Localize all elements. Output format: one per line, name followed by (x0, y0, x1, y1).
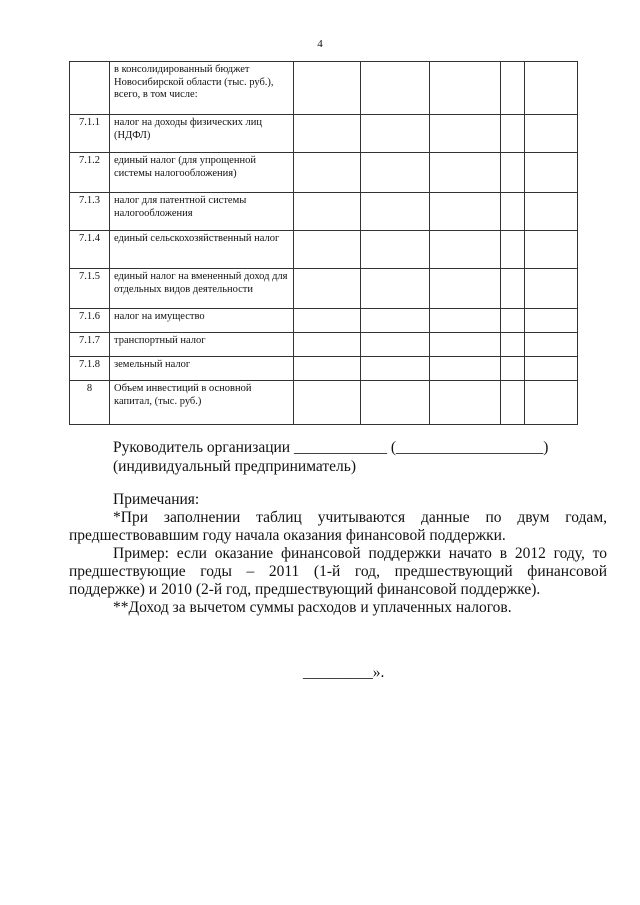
table-cell (501, 115, 525, 153)
table-cell (361, 309, 430, 333)
table-cell (501, 381, 525, 425)
table-cell (525, 115, 578, 153)
table-cell (525, 381, 578, 425)
table-row (70, 115, 578, 153)
row-label: налог для патентной системы налогообложения (110, 193, 294, 231)
row-label: налог на имущество (110, 309, 294, 333)
table-cell (501, 357, 525, 381)
table-cell (361, 153, 430, 193)
tax-table (69, 61, 578, 425)
table-cell (361, 381, 430, 425)
table-cell (501, 193, 525, 231)
row-number: 7.1.8 (70, 357, 110, 381)
notes-heading: Примечания: (113, 491, 200, 508)
table-cell (430, 153, 501, 193)
table-cell (525, 62, 578, 115)
row-number: 7.1.6 (70, 309, 110, 333)
row-label: Объем инвестиций в основной капитал, (тыс. руб.) (110, 381, 294, 425)
table-cell (361, 333, 430, 357)
note-3: **Доход за вычетом суммы расходов и уплаченных налогов. (113, 599, 512, 616)
table-cell (430, 357, 501, 381)
row-label: единый налог (для упрощенной системы налогообложения) (110, 153, 294, 193)
table-row (70, 193, 578, 231)
table-row (70, 381, 578, 425)
table-cell (294, 231, 361, 269)
table-cell (294, 381, 361, 425)
page-number: 4 (317, 38, 323, 50)
row-label: единый налог на вмененный доход для отдельных видов деятельности (110, 269, 294, 309)
table-cell (361, 269, 430, 309)
table-cell (501, 153, 525, 193)
row-number: 7.1.4 (70, 231, 110, 269)
row-number (70, 62, 110, 115)
note-2: Пример: если оказание финансовой поддержки начато в 2012 году, то предшествующие годы – 2011 (1-й год, предшествующий финансовой поддержке) и 2010 (2-й год, предшествующий финансовой поддержке). (69, 545, 607, 598)
table-cell (430, 269, 501, 309)
table-cell (430, 333, 501, 357)
table-cell (501, 231, 525, 269)
table-cell (525, 231, 578, 269)
closing-line: _________». (303, 664, 385, 681)
table-cell (430, 62, 501, 115)
row-label: в консолидированный бюджет Новосибирской области (тыс. руб.), всего, в том числе: (110, 62, 294, 115)
table-cell (501, 269, 525, 309)
table-cell (361, 357, 430, 381)
row-number: 8 (70, 381, 110, 425)
table-cell (361, 193, 430, 231)
table-cell (525, 269, 578, 309)
table-cell (525, 153, 578, 193)
row-label: единый сельскохозяйственный налог (110, 231, 294, 269)
table-cell (430, 231, 501, 269)
table-cell (501, 333, 525, 357)
row-label: земельный налог (110, 357, 294, 381)
row-label: транспортный налог (110, 333, 294, 357)
row-number: 7.1.2 (70, 153, 110, 193)
note-1: *При заполнении таблиц учитываются данные по двум годам, предшествовавшим году начала оказания финансовой поддержки. (69, 509, 607, 544)
table-row (70, 309, 578, 333)
row-number: 7.1.5 (70, 269, 110, 309)
table-row (70, 231, 578, 269)
row-number: 7.1.1 (70, 115, 110, 153)
table-cell (294, 193, 361, 231)
table-cell (361, 115, 430, 153)
table-cell (294, 357, 361, 381)
table-cell (294, 115, 361, 153)
table-cell (361, 62, 430, 115)
signature-block (113, 438, 548, 476)
table-cell (361, 231, 430, 269)
table-row (70, 62, 578, 115)
table-row (70, 333, 578, 357)
row-label: налог на доходы физических лиц (НДФЛ) (110, 115, 294, 153)
table-cell (294, 309, 361, 333)
table-cell (525, 357, 578, 381)
notes-section (69, 491, 607, 617)
table-row (70, 357, 578, 381)
row-number: 7.1.7 (70, 333, 110, 357)
table-cell (294, 333, 361, 357)
table-cell (525, 333, 578, 357)
table-cell (501, 309, 525, 333)
table-cell (294, 269, 361, 309)
table-cell (430, 115, 501, 153)
signature-role: (индивидуальный предприниматель) (113, 458, 357, 475)
table-cell (430, 309, 501, 333)
table-row (70, 153, 578, 193)
table-cell (294, 153, 361, 193)
table-cell (525, 309, 578, 333)
table-cell (430, 381, 501, 425)
row-number: 7.1.3 (70, 193, 110, 231)
signature-line: Руководитель организации ____________ (___________________) (113, 439, 549, 456)
table-cell (430, 193, 501, 231)
table-row (70, 269, 578, 309)
table-cell (525, 193, 578, 231)
table-cell (501, 62, 525, 115)
table-cell (294, 62, 361, 115)
